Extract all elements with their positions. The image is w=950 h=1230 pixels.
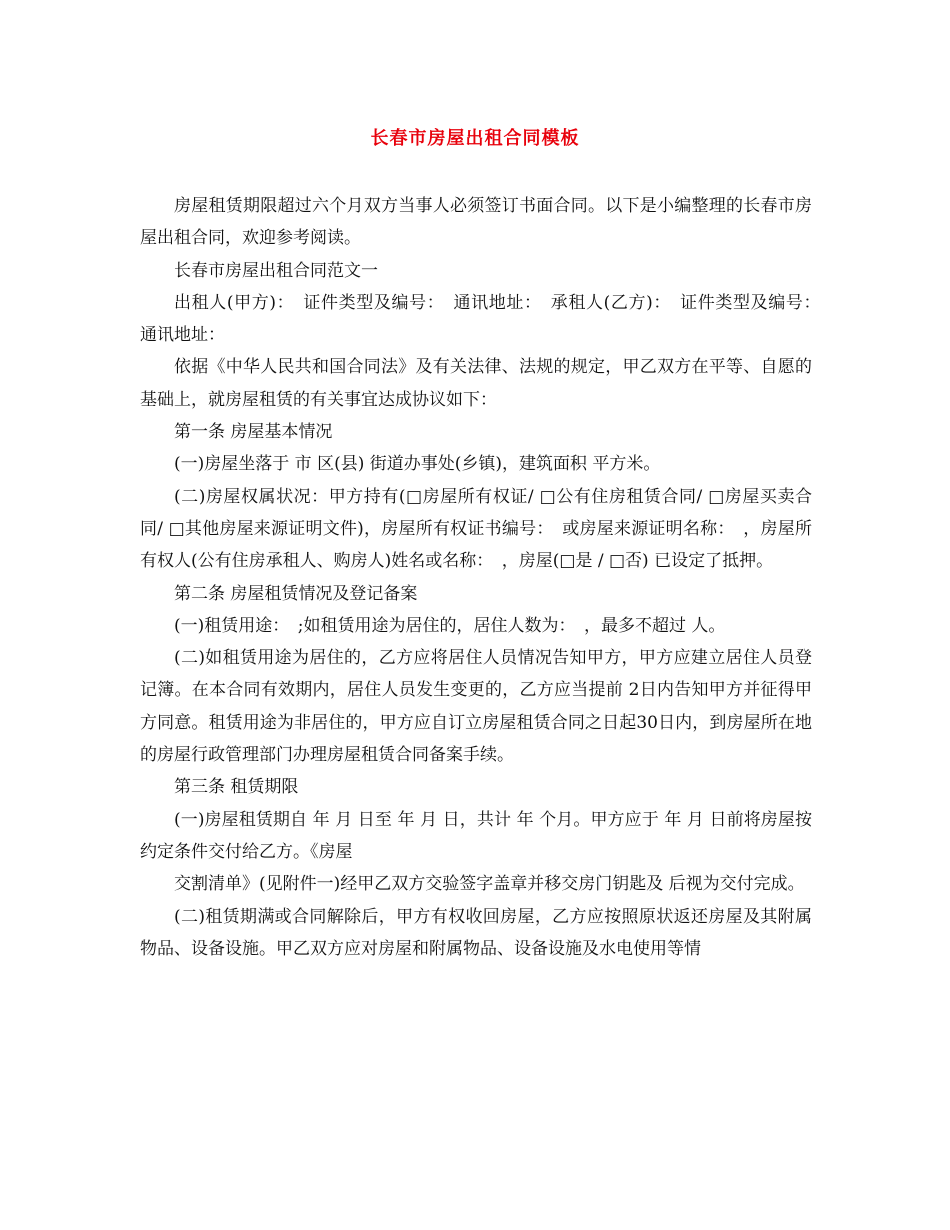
section-heading: 第三条 租赁期限 — [174, 777, 299, 798]
section-heading: 第二条 房屋租赁情况及登记备案 — [174, 583, 418, 604]
paragraph: (二)房屋权属状况：甲方持有(□房屋所有权证/ □公有住房租赁合同/ □房屋买卖合同/ □其他房屋来源证明文件)，房屋所有权证书编号： 或房屋来源证明名称： ，房屋所有权人(公有住房承租人、购房人)姓名或名称： ，房屋(□是 / □否) 已设定了抵押。 — [140, 486, 812, 572]
paragraph: (二)租赁期满或合同解除后，甲方有权收回房屋，乙方应按照原状返还房屋及其附属物品、设备设施。甲乙双方应对房屋和附属物品、设备设施及水电使用等情 — [140, 906, 812, 959]
document-title: 长春市房屋出租合同模板 — [370, 128, 580, 149]
paragraph: 长春市房屋出租合同范文一 — [174, 260, 378, 281]
document-body — [140, 190, 829, 965]
section-heading: 第一条 房屋基本情况 — [174, 422, 333, 443]
paragraph: 出租人(甲方)： 证件类型及编号： 通讯地址： 承租人(乙方)： 证件类型及编号： 通讯地址： — [140, 292, 829, 346]
paragraph: (一)租赁用途： ;如租赁用途为居住的，居住人数为： ，最多不超过 人。 — [174, 615, 726, 636]
paragraph: (一)房屋坐落于 市 区(县) 街道办事处(乡镇)，建筑面积 平方米。 — [174, 454, 661, 475]
paragraph: 交割清单》(见附件一)经甲乙双方交验签字盖章并移交房门钥匙及 后视为交付完成。 — [174, 874, 805, 895]
paragraph: (二)如租赁用途为居住的，乙方应将居住人员情况告知甲方，甲方应建立居住人员登记簿。在本合同有效期内，居住人员发生变更的，乙方应当提前 2日内告知甲方并征得甲方同意。租赁用途为非居住的，甲方应自订立房屋租赁合同之日起30日内，到房屋所在地的房屋行政管理部门办理房屋租赁合同备案手续。 — [140, 648, 812, 766]
paragraph: 房屋租赁期限超过六个月双方当事人必须签订书面合同。以下是小编整理的长春市房屋出租合同，欢迎参考阅读。 — [140, 196, 812, 249]
paragraph: 依据《中华人民共和国合同法》及有关法律、法规的规定，甲乙双方在平等、自愿的基础上，就房屋租赁的有关事宜达成协议如下： — [140, 357, 812, 410]
paragraph: (一)房屋租赁期自 年 月 日至 年 月 日，共计 年 个月。甲方应于 年 月 日前将房屋按约定条件交付给乙方。《房屋 — [140, 809, 812, 862]
